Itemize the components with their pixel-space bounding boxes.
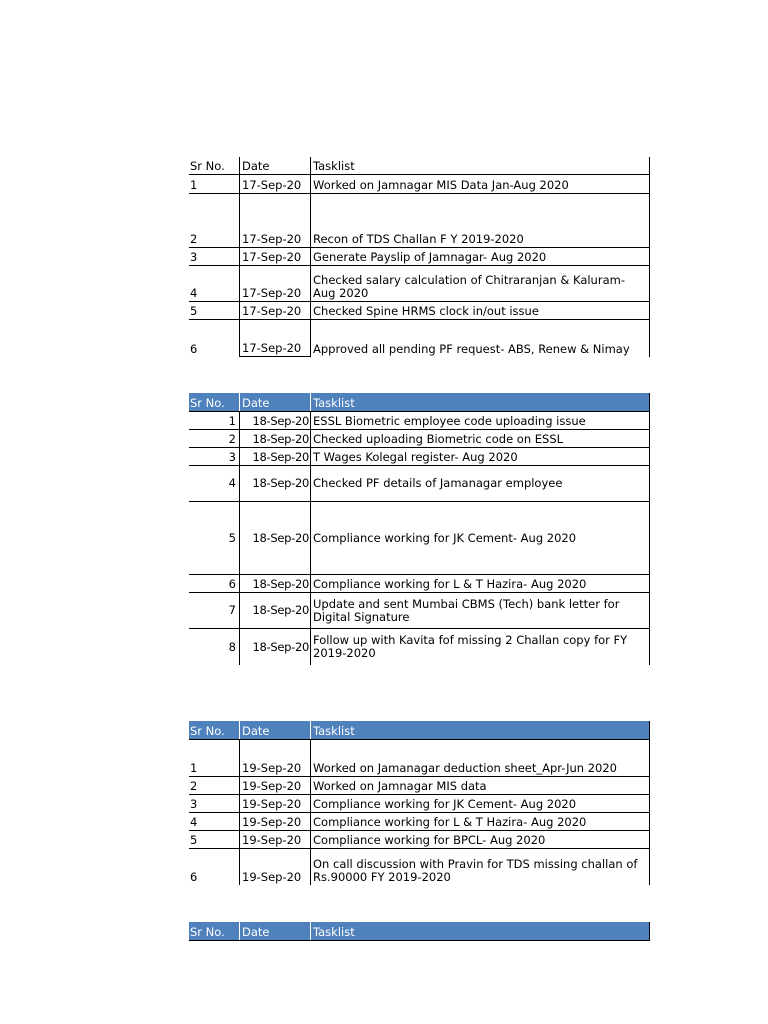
task-table-19-sep: [189, 721, 650, 885]
task-cell: Checked PF details of Jamanagar employee: [310, 466, 650, 501]
table-row: [189, 466, 650, 502]
table-row: [189, 575, 650, 593]
task-cell: ESSL Biometric employee code uploading issue: [310, 412, 650, 429]
task-table-next: [189, 922, 650, 941]
task-table-18-sep: [189, 393, 650, 665]
task-cell: Worked on Jamnagar MIS data: [310, 777, 650, 794]
table-row: [189, 777, 650, 795]
sr-no-cell: 3: [228, 450, 236, 464]
task-table-17-sep: [189, 157, 650, 357]
date-cell: 18-Sep-20: [239, 575, 310, 592]
table-row: [189, 302, 650, 320]
date-cell: 17-Sep-20: [239, 175, 310, 193]
task-cell: Update and sent Mumbai CBMS (Tech) bank letter for Digital Signature: [310, 593, 650, 628]
task-cell: Compliance working for JK Cement- Aug 2020: [310, 795, 650, 812]
table-row: [189, 740, 650, 777]
table-row: [189, 813, 650, 831]
table-row: [189, 629, 650, 665]
task-cell: Approved all pending PF request- ABS, Renew & Nimay: [310, 320, 650, 357]
header-tasklist: Tasklist: [310, 922, 650, 940]
sr-no-cell: 5: [190, 833, 198, 847]
sr-no-cell: 8: [228, 639, 236, 654]
table-row: [189, 795, 650, 813]
sr-no-cell: 4: [228, 476, 236, 490]
header-date: Date: [239, 393, 310, 411]
header-sr-no: Sr No.: [190, 925, 225, 939]
task-cell: On call discussion with Pravin for TDS missing challan of Rs.90000 FY 2019-2020: [310, 849, 650, 885]
sr-no-cell: 4: [190, 815, 198, 829]
date-cell: 17-Sep-20: [239, 320, 310, 357]
table-row: [189, 248, 650, 266]
sr-no-cell: 6: [190, 342, 198, 356]
task-cell: Follow up with Kavita fof missing 2 Challan copy for FY 2019-2020: [310, 629, 650, 665]
sr-no-cell: 3: [190, 797, 198, 811]
table-row: [189, 448, 650, 466]
sr-no-cell: 1: [228, 414, 236, 428]
header-sr-no: Sr No.: [190, 159, 225, 173]
date-cell: 19-Sep-20: [239, 849, 310, 885]
sr-no-cell: 4: [190, 286, 198, 300]
task-cell: Worked on Jamnagar MIS Data Jan-Aug 2020: [310, 175, 650, 193]
task-cell: Checked uploading Biometric code on ESSL: [310, 430, 650, 447]
sr-no-cell: 1: [190, 178, 198, 192]
sr-no-cell: 6: [190, 870, 198, 884]
header-date: Date: [239, 157, 310, 174]
task-cell: T Wages Kolegal register- Aug 2020: [310, 448, 650, 465]
task-cell: Generate Payslip of Jamnagar- Aug 2020: [310, 248, 650, 265]
date-cell: 18-Sep-20: [239, 448, 310, 465]
task-cell: Compliance working for BPCL- Aug 2020: [310, 831, 650, 848]
date-cell: 17-Sep-20: [239, 266, 310, 301]
header-tasklist: Tasklist: [310, 393, 650, 411]
task-cell: Checked Spine HRMS clock in/out issue: [310, 302, 650, 319]
task-cell: Compliance working for L & T Hazira- Aug 2020: [310, 575, 650, 592]
date-cell: 17-Sep-20: [239, 248, 310, 265]
date-cell: 19-Sep-20: [239, 813, 310, 830]
table-row: [189, 194, 650, 248]
sr-no-cell: 2: [190, 232, 198, 246]
sr-no-cell: 1: [190, 761, 198, 775]
sr-no-cell: 2: [190, 779, 198, 793]
sr-no-cell: 5: [228, 530, 236, 545]
table-row: [189, 412, 650, 430]
task-cell: Compliance working for L & T Hazira- Aug 2020: [310, 813, 650, 830]
header-tasklist: Tasklist: [310, 157, 650, 174]
header-sr-no: Sr No.: [190, 724, 225, 738]
sr-no-cell: 3: [190, 250, 198, 264]
table-header: [189, 721, 650, 740]
date-cell: 19-Sep-20: [239, 777, 310, 794]
table-row: [189, 266, 650, 302]
date-cell: 17-Sep-20: [239, 194, 310, 247]
date-cell: 18-Sep-20: [239, 502, 310, 574]
date-cell: 18-Sep-20: [239, 430, 310, 447]
table-row: [189, 849, 650, 885]
task-cell: Compliance working for JK Cement- Aug 2020: [310, 502, 650, 574]
table-row: [189, 430, 650, 448]
table-header: [189, 393, 650, 412]
table-row: [189, 175, 650, 194]
table-row: [189, 320, 650, 357]
table-row: [189, 593, 650, 629]
date-cell: 19-Sep-20: [239, 740, 310, 776]
header-date: Date: [239, 922, 310, 940]
header-tasklist: Tasklist: [310, 721, 650, 739]
sr-no-cell: 2: [228, 432, 236, 446]
task-cell: Worked on Jamanagar deduction sheet_Apr-Jun 2020: [310, 740, 650, 776]
date-cell: 19-Sep-20: [239, 795, 310, 812]
date-cell: 18-Sep-20: [239, 629, 310, 665]
task-cell: Checked salary calculation of Chitraranjan & Kaluram- Aug 2020: [310, 266, 650, 301]
table-header: [189, 922, 650, 941]
sr-no-cell: 5: [190, 304, 198, 318]
date-cell: 19-Sep-20: [239, 831, 310, 848]
table-row: [189, 831, 650, 849]
date-cell: 17-Sep-20: [239, 302, 310, 319]
header-date: Date: [239, 721, 310, 739]
header-sr-no: Sr No.: [190, 396, 225, 410]
sr-no-cell: 7: [228, 603, 236, 617]
date-cell: 18-Sep-20: [239, 593, 310, 628]
table-row: [189, 502, 650, 575]
sr-no-cell: 6: [228, 577, 236, 591]
task-cell: Recon of TDS Challan F Y 2019-2020: [310, 194, 650, 247]
date-cell: 18-Sep-20: [239, 412, 310, 429]
table-header: [189, 157, 650, 175]
date-cell: 18-Sep-20: [239, 466, 310, 501]
